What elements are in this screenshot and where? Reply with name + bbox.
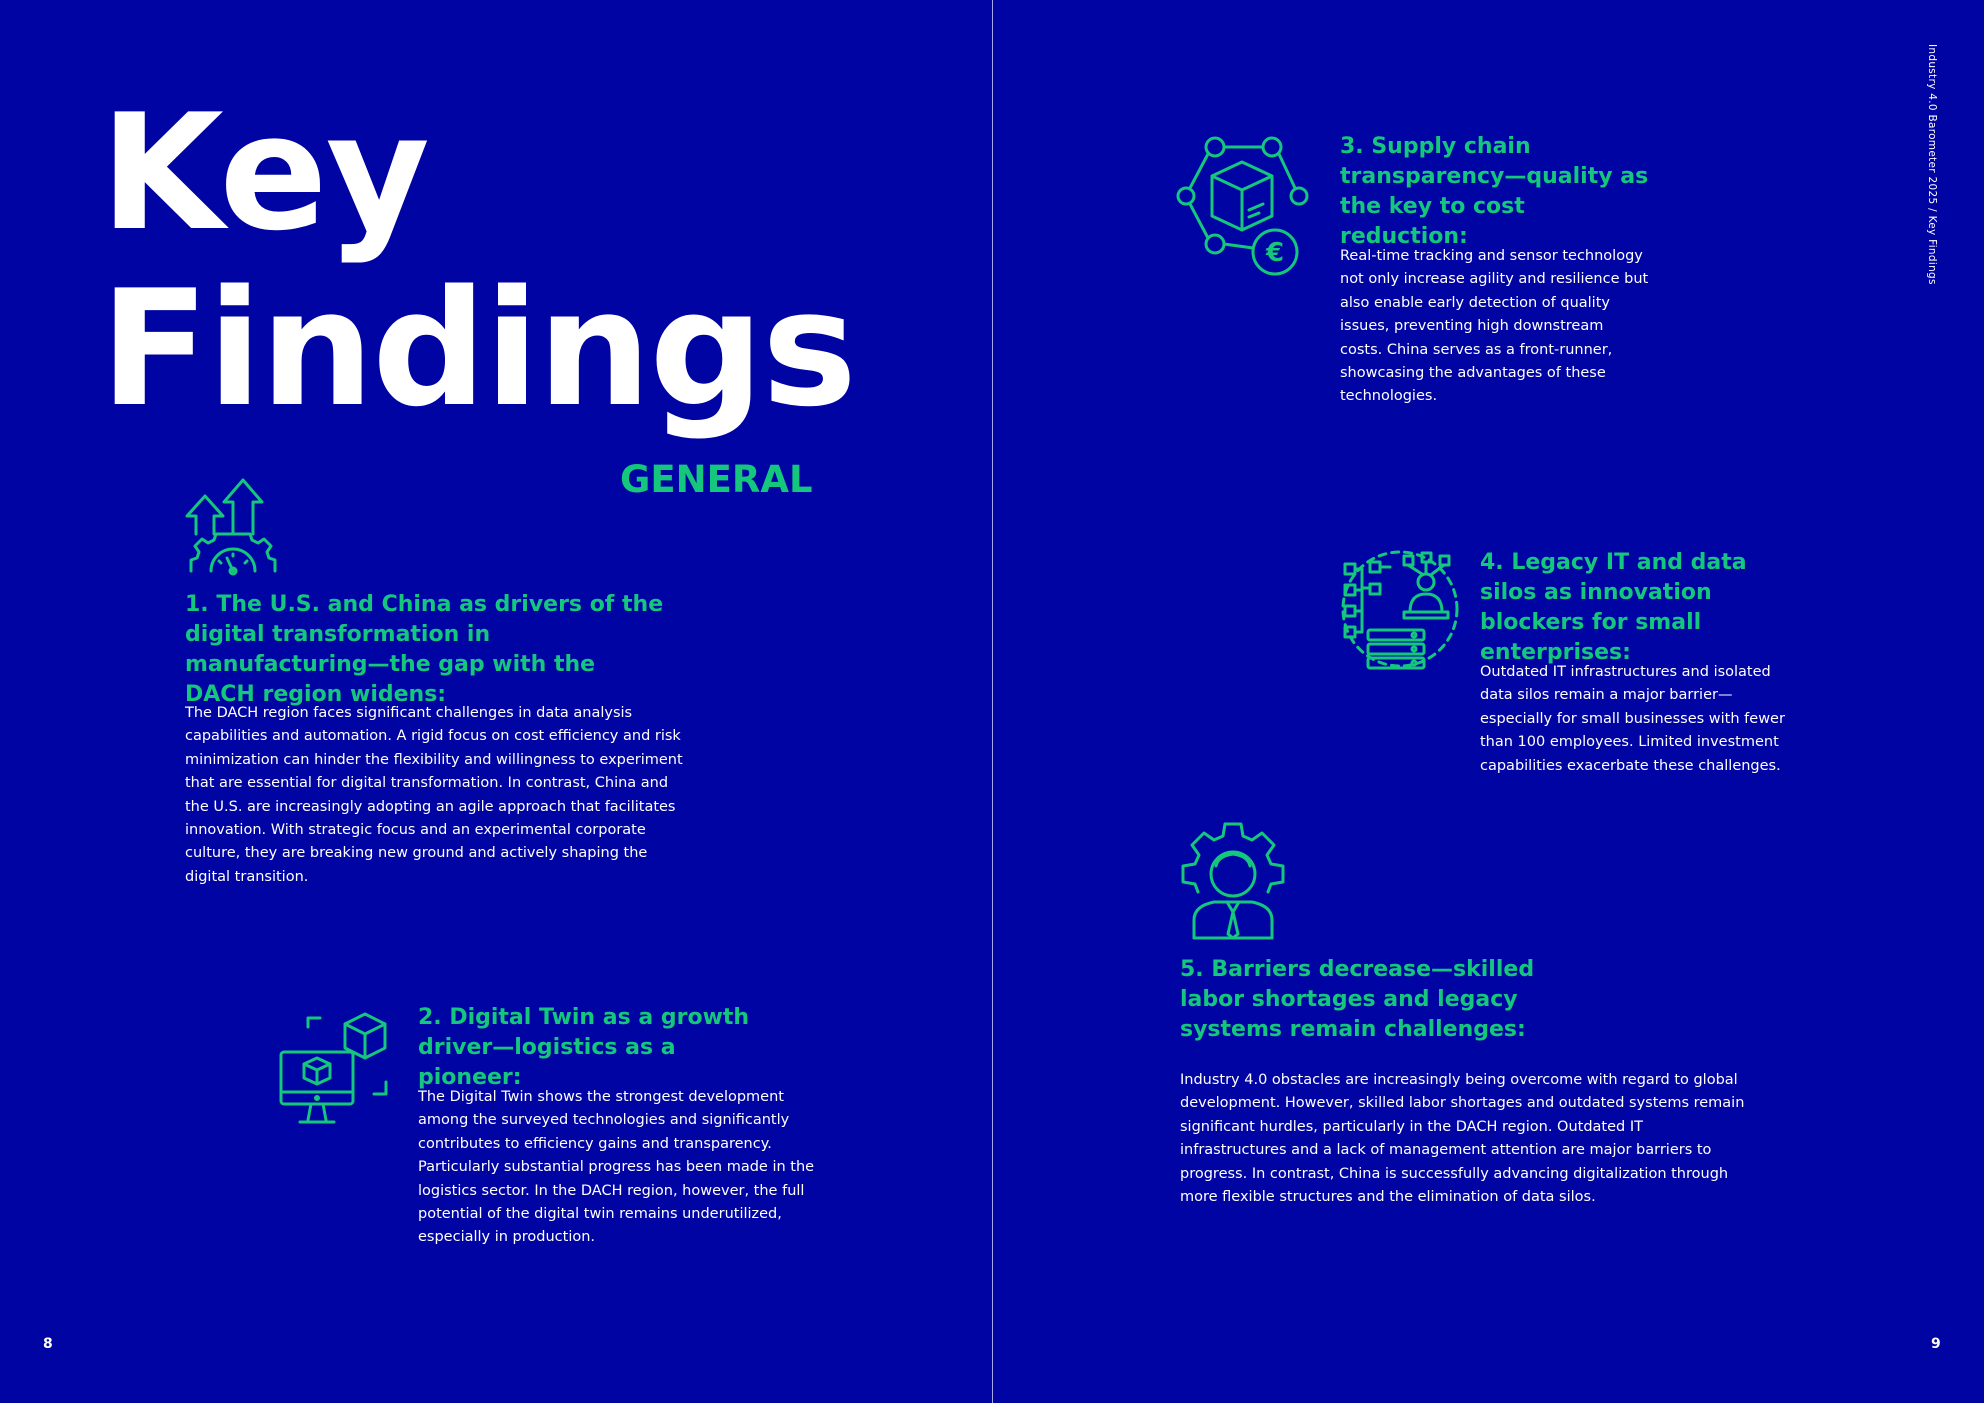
finding-5-heading: 5. Barriers decrease—skilled labor shortages and legacy systems remain challenges:: [1180, 957, 1535, 1042]
finding-2-body: The Digital Twin shows the strongest development among the surveyed technologies and significantly contributes to efficiency gains and transparency. Particularly substantial progress has been made in the logistics sector. In the DACH region, however, the full potential of the digital twin remains underutilized, especially in production.: [418, 1089, 815, 1246]
digital-twin-icon: [278, 1012, 398, 1127]
running-head: Industry 4.0 Barometer 2025 / Key Findings: [1926, 44, 1938, 285]
page-title: [100, 79, 856, 442]
title-line-key: Key: [100, 79, 428, 266]
finding-4-body: Outdated IT infrastructures and isolated data silos remain a major barrier—especially for small businesses with fewer than 100 employees. Limited investment capabilities exacerbate these challenges.: [1480, 664, 1785, 774]
growth-gear-icon: [183, 476, 283, 576]
title-line-findings: Findings: [100, 255, 856, 442]
page-number-left: 8: [43, 1336, 53, 1352]
finding-1-body: The DACH region faces significant challenges in data analysis capabilities and automation. A rigid focus on cost efficiency and risk minimization can hinder the flexibility and willingness to experiment that are essential for digital transformation. In contrast, China and the U.S. are increasingly adopting an agile approach that facilitates innovation. With strategic focus and an experimental corporate culture, they are breaking new ground and actively shaping the digital transition.: [185, 705, 683, 885]
finding-2-heading: 2. Digital Twin as a growth driver—logistics as a pioneer:: [418, 1005, 750, 1090]
finding-3-body: Real-time tracking and sensor technology not only increase agility and resilience but also enable early detection of quality issues, preventing high downstream costs. China serves as a front-runner, showcasing the advantages of these technologies.: [1340, 248, 1649, 405]
finding-4-heading: 4. Legacy IT and data silos as innovation blockers for small enterprises:: [1480, 550, 1747, 665]
data-silo-icon: [1340, 552, 1460, 670]
finding-3-heading: 3. Supply chain transparency—quality as the key to cost reduction:: [1340, 134, 1649, 249]
page-number-right: 9: [1931, 1336, 1941, 1352]
section-label-general: GENERAL: [620, 458, 813, 501]
finding-5-body: Industry 4.0 obstacles are increasingly being overcome with regard to global development. However, skilled labor shortages and outdated systems remain significant hurdles, particularly in the DACH region. Outdated IT infrastructures and a lack of management attention are major barriers to progress. In contrast, China is successfully advancing digitalization through more flexible structures and the elimination of data silos.: [1180, 1072, 1745, 1206]
euro-symbol: €: [1265, 238, 1285, 268]
supply-chain-icon: [1177, 136, 1309, 278]
finding-1-heading: 1. The U.S. and China as drivers of the digital transformation in manufacturing—the gap with the DACH region widens:: [185, 592, 664, 707]
skilled-worker-gear-icon: [1180, 822, 1286, 940]
page-gutter-divider: [992, 0, 993, 1403]
